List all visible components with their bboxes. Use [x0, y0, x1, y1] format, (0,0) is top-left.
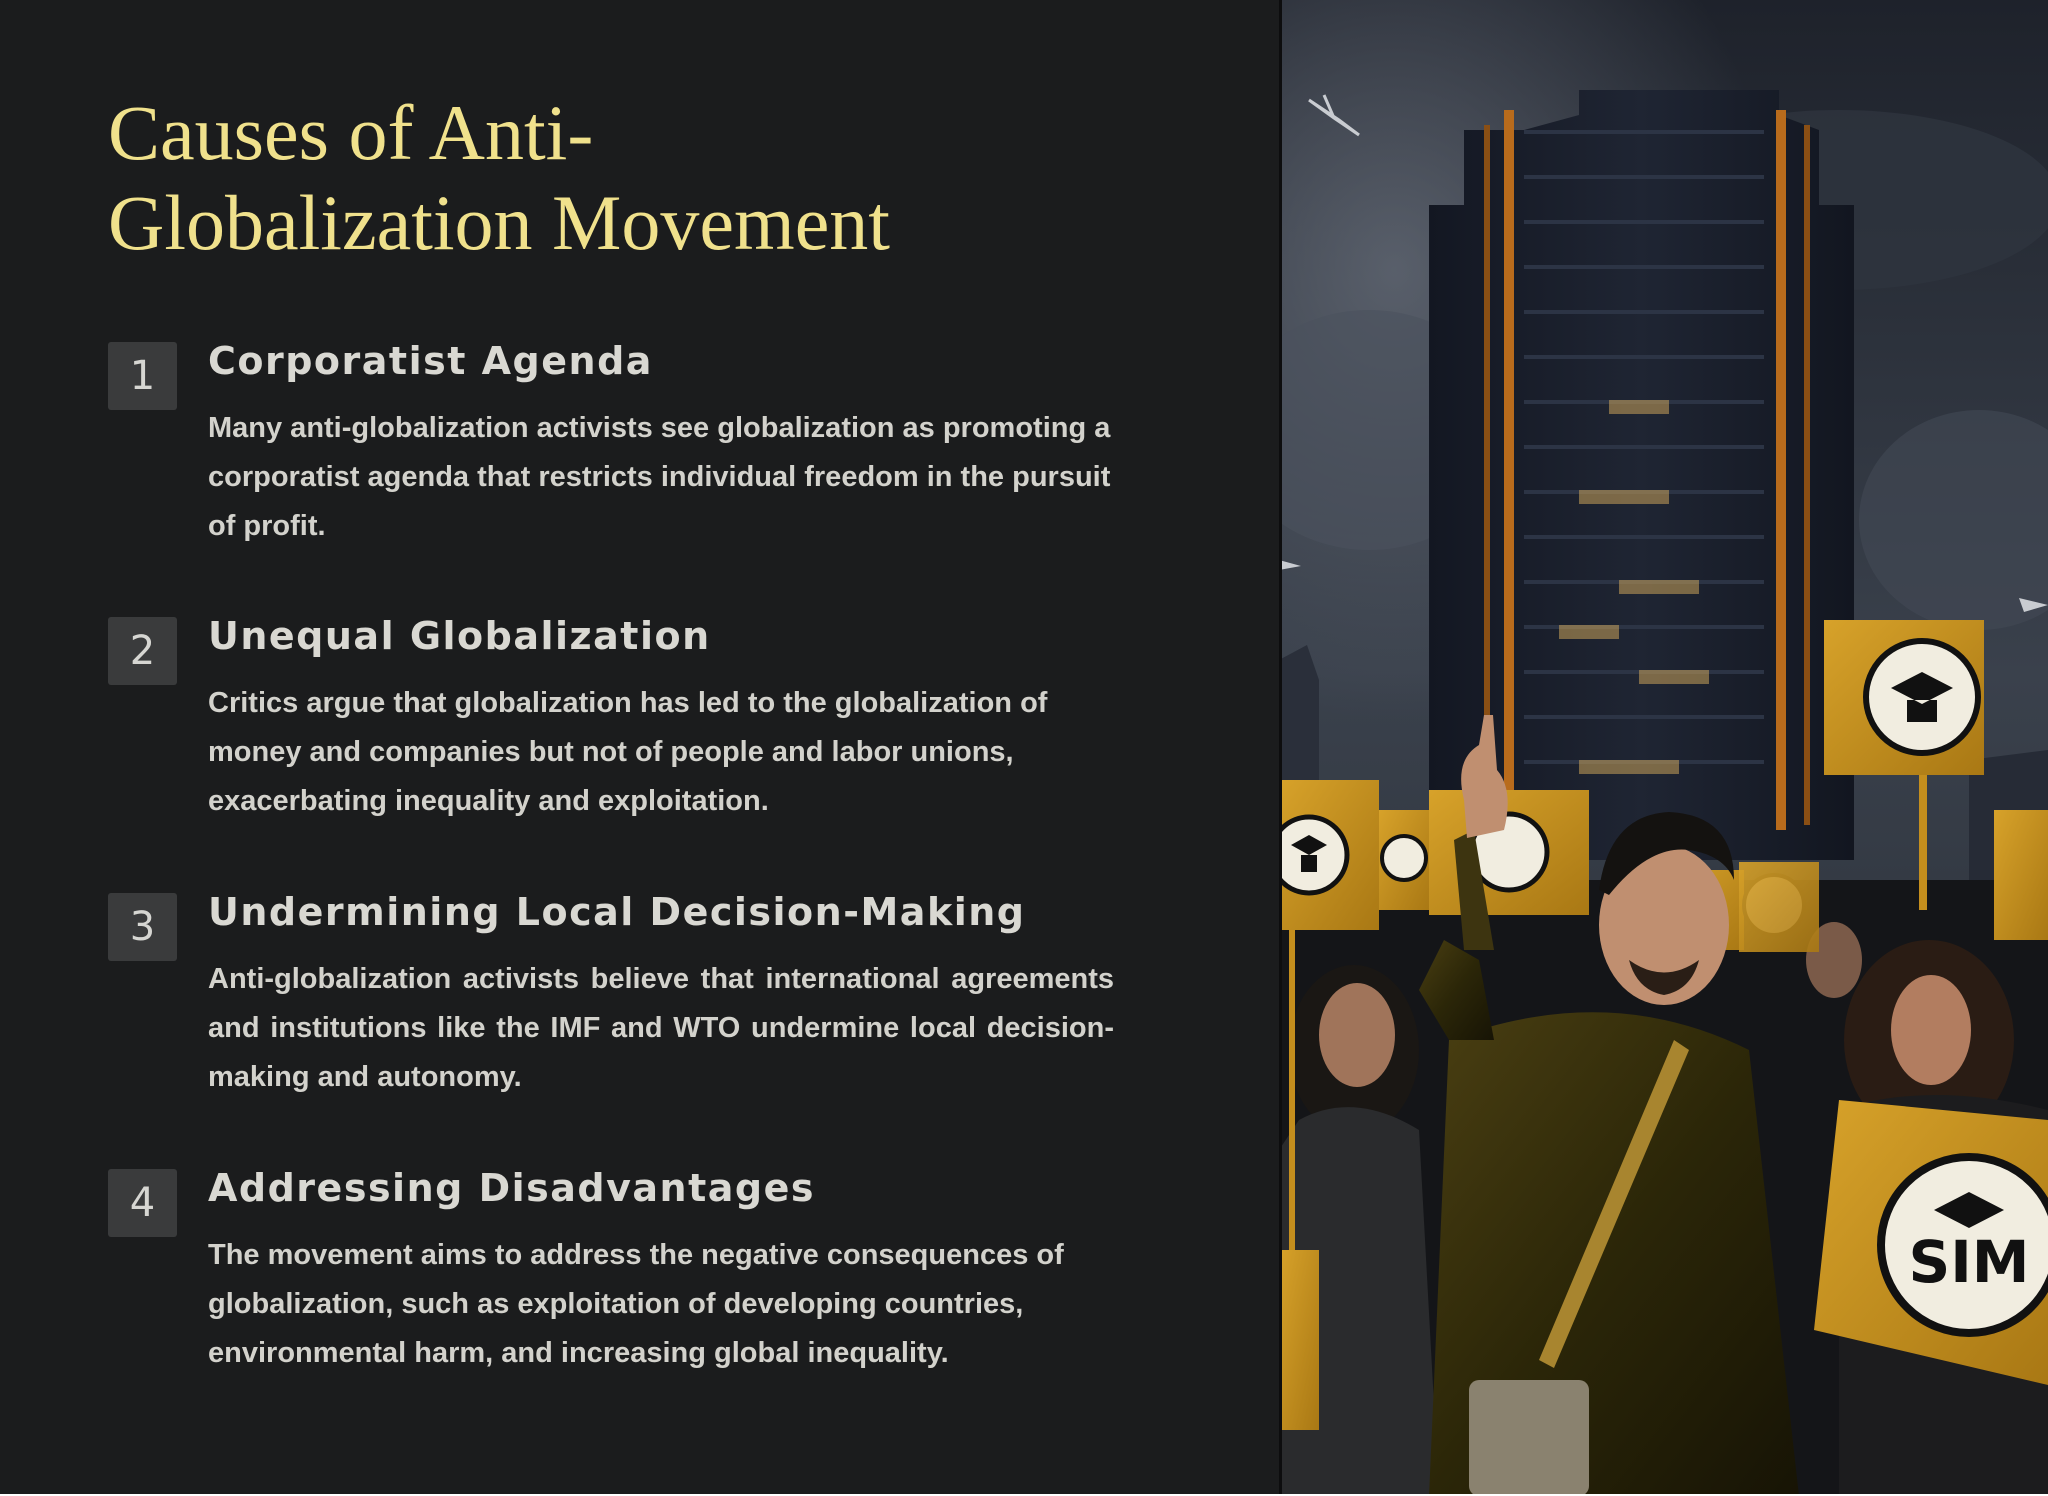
sign-text: SIM	[1908, 1228, 2030, 1296]
body-line: environmental harm, and increasing global inequality.	[208, 1337, 949, 1369]
body-line: corporatist agenda that restricts individual freedom in the pursuit	[208, 461, 1111, 493]
number-badge: 1	[108, 342, 177, 410]
item-heading: Corporatist Agenda	[208, 339, 653, 383]
item-body: Anti-globalization activists believe that international agreements and institutions like the IMF and WTO undermine local decision- making and autonomy.	[208, 963, 1114, 1093]
photo-edge	[1279, 0, 1282, 1496]
body-line: The movement aims to address the negative consequences of	[208, 1239, 1064, 1271]
body-line: of profit.	[208, 510, 326, 542]
number-badge: 2	[108, 617, 177, 685]
body-line: money and companies but not of people and labor unions,	[208, 736, 1014, 768]
item-heading: Undermining Local Decision-Making	[208, 890, 1026, 934]
number-badge: 4	[108, 1169, 177, 1237]
protest-photo	[1279, 0, 2048, 1496]
item-body	[208, 1231, 1208, 1378]
body-line: exacerbating inequality and exploitation.	[208, 785, 769, 817]
distant-building	[1279, 645, 1319, 800]
number-badge: 3	[108, 893, 177, 961]
item-body	[208, 679, 1208, 826]
body-line: globalization, such as exploitation of developing countries,	[208, 1288, 1024, 1320]
body-line: Critics argue that globalization has led to the globalization of	[208, 687, 1048, 719]
protest-illustration	[1279, 0, 2048, 1496]
item-heading: Addressing Disadvantages	[208, 1166, 815, 1210]
body-line: Many anti-globalization activists see globalization as promoting a	[208, 412, 1111, 444]
title-line-2: Globalization Movement	[108, 179, 890, 266]
title-line-1: Causes of Anti-	[108, 89, 594, 176]
item-heading: Unequal Globalization	[208, 614, 711, 658]
item-body	[208, 404, 1208, 551]
slide-title	[108, 88, 1208, 268]
